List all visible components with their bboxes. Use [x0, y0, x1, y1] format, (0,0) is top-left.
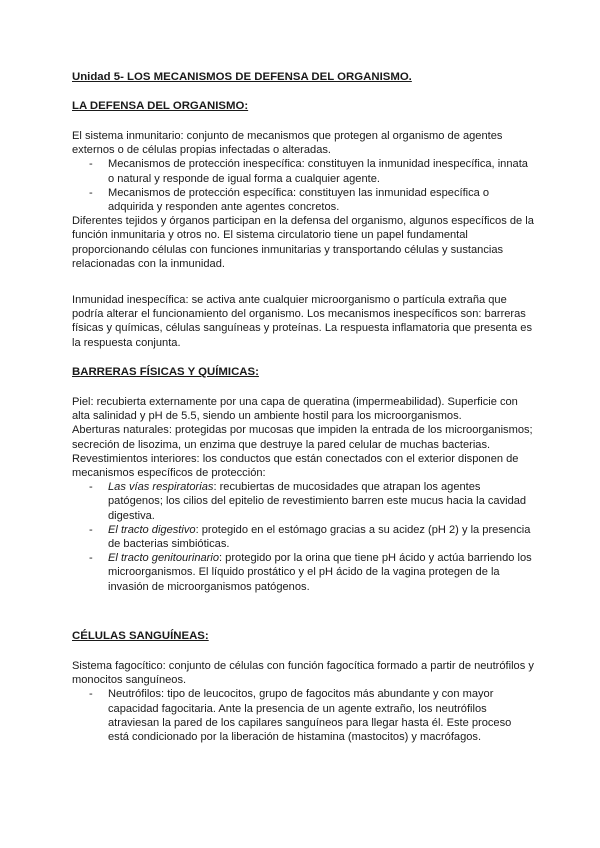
paragraph-piel: Piel: recubierta externamente por una capa de queratina (impermeabilidad). Superficie con alta salinidad y pH de 5.5, siendo un ambiente hostil para los microorganismos.: [72, 396, 518, 423]
section-heading-barreras: BARRERAS FÍSICAS Y QUÍMICAS:: [72, 366, 259, 378]
section-defensa-body: [72, 129, 534, 271]
list-item-term: El tracto genitourinario: [108, 552, 219, 565]
dash-bullet: -: [89, 186, 93, 199]
list-item: [72, 186, 534, 214]
list-item-text: : protegido en el estómago gracias a su acidez (pH 2) y la presencia de bacterias simbióticas.: [108, 523, 531, 551]
list-item: [72, 480, 534, 523]
dash-bullet: -: [89, 523, 93, 536]
paragraph-tejidos-organos: Diferentes tejidos y órganos participan en la defensa del organismo, algunos específicos de la función inmunitaria y otros no. El sistema circulatorio tiene un papel fundamental proporcionando células con funciones inmunitarias y transportando células y sustancias relacionadas con la inmunidad.: [72, 215, 534, 270]
dash-bullet: -: [89, 552, 93, 565]
dash-bullet: -: [89, 158, 93, 171]
list-item-text: : protegido por la orina que tiene pH ácido y actúa barriendo los microorganismos. El líquido prostático y el pH ácido de la vagina protegen de la invasión de microorganismos patógenos.: [108, 552, 532, 593]
dash-bullet: -: [89, 481, 93, 494]
paragraph-inmunidad-inespecifica: Inmunidad inespecífica: se activa ante cualquier microorganismo o partícula extraña que podría alterar el funcionamiento del organismo. Los mecanismos inespecíficos son: barreras físicas y químicas, células sanguíneas y proteínas. La respuesta inflamatoria que presenta es la respuesta conjunta.: [72, 294, 533, 349]
list-mecanismos: [72, 157, 534, 214]
list-revestimientos: [72, 480, 534, 594]
section-heading-defensa: LA DEFENSA DEL ORGANISMO:: [72, 100, 249, 112]
section-heading-celulas: CÉLULAS SANGUÍNEAS:: [72, 630, 209, 642]
list-item-text: Mecanismos de protección inespecífica: constituyen la inmunidad inespecífica, innata o natural y responde de igual forma a cualquier agente.: [108, 158, 528, 185]
list-item-text: Mecanismos de protección específica: constituyen las inmunidad específica o adquirida y responden ante agentes concretos.: [108, 186, 490, 214]
section-barreras-body: [72, 395, 534, 594]
list-item: [72, 523, 534, 551]
list-item-term: El tracto digestivo: [108, 523, 196, 536]
list-item-text: Neutrófilos: tipo de leucocitos, grupo de fagocitos más abundante y con mayor capacidad fagocitaria. Ante la presencia de un agente extraño, los neutrófilos atraviesan la pared de los capilares sanguíneos para llegar hasta él. Este proceso está condicionado por la liberación de histamina (mastocitos) y macrófagos.: [108, 688, 512, 744]
paragraph-aberturas: Aberturas naturales: protegidas por mucosas que impiden la entrada de los microorganismos; secreción de lisozima, un enzima que destruye la pared celular de muchas bacterias.: [72, 424, 533, 451]
section-celulas-body: [72, 659, 534, 744]
list-item-term: Las vías respiratorias: [108, 481, 214, 494]
list-item: [72, 687, 534, 744]
paragraph-revestimientos: Revestimientos interiores: los conductos que están conectados con el exterior disponen de mecanismos específicos de protección:: [72, 452, 519, 480]
list-item: [72, 551, 534, 594]
dash-bullet: -: [89, 688, 93, 701]
paragraph-sistema-fagocitico: Sistema fagocítico: conjunto de células con función fagocítica formado a partir de neutrófilos y monocitos sanguíneos.: [72, 660, 534, 687]
document-title: Unidad 5- LOS MECANISMOS DE DEFENSA DEL ORGANISMO.: [72, 71, 412, 83]
list-item-text: : recubiertas de mucosidades que atrapan los agentes patógenos; los cilios del epitelio de revestimiento barren este mucus hacia la cavidad digestiva.: [108, 481, 527, 522]
list-item: [72, 157, 534, 185]
list-celulas: [72, 687, 534, 744]
paragraph-sistema-inmunitario: El sistema inmunitario: conjunto de mecanismos que protegen al organismo de agentes externos o de células propias infectadas o alteradas.: [72, 130, 503, 157]
